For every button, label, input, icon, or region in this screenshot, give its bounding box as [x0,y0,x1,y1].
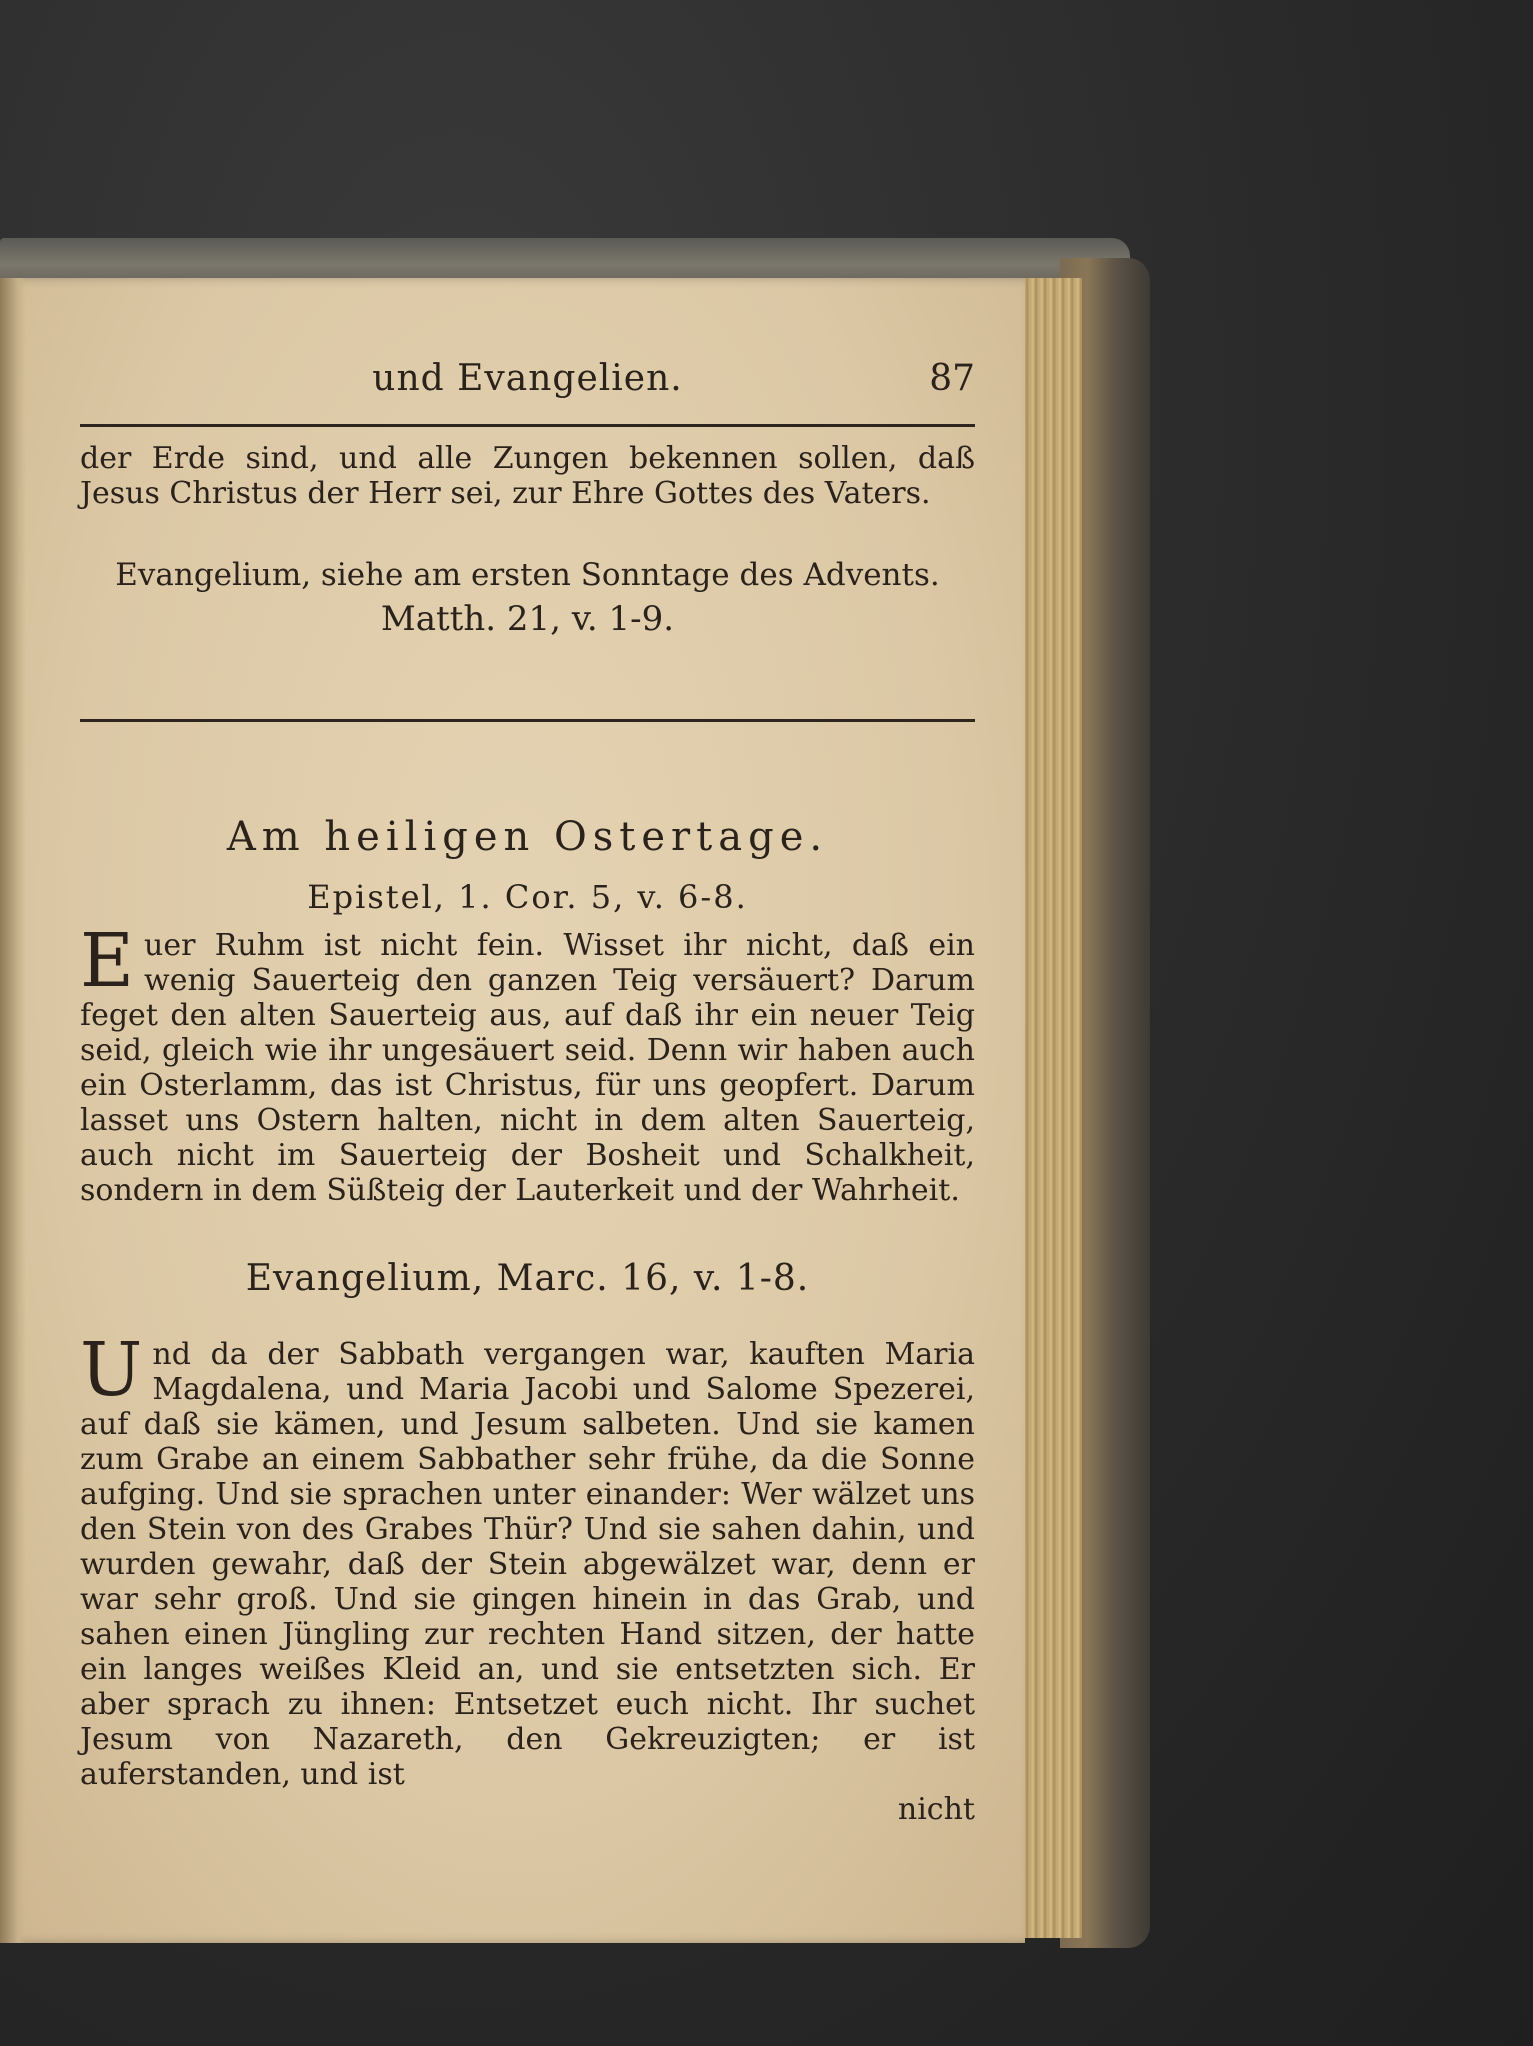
page-gutter [0,278,26,1943]
header-rule [80,424,975,427]
epistle-drop-cap: E [80,918,135,1004]
section-rule [80,719,975,722]
gospel-drop-cap: U [80,1327,143,1413]
epistle-text: uer Ruhm ist nicht fein. Wisset ihr nicht, daß ein wenig Sauerteig den ganzen Teig versäuert? Darum feget den alten Sauerteig aus, auf daß ihr ein neuer Teig seid, gleich wie ihr ungesäuert seid. Denn wir haben auch ein Osterlamm, das ist Christus, für uns geopfert. Darum lasset uns Ostern halten, nicht in dem alten Sauerteig, auch nicht im Sauerteig der Bosheit und Schalkheit, sondern in dem Süßteig der Lauterkeit und der Wahrheit. [80,928,975,1208]
open-book [0,238,1150,1958]
running-title: und Evangelien. [372,358,683,399]
continuation-paragraph: der Erde sind, und alle Zungen bekennen sollen, daß Jesus Christus der Herr sei, zur Ehre Gottes des Vaters. [80,441,975,511]
gospel-text: nd da der Sabbath vergangen war, kauften Maria Magdalena, und Maria Jacobi und Salome Spezerei, auf daß sie kämen, und Jesum salbeten. Und sie kamen zum Grabe an einem Sabbather sehr frühe, da die Sonne aufging. Und sie sprachen unter einander: Wer wälzet uns den Stein von des Grabes Thür? Und sie sahen dahin, und wurden gewahr, daß der Stein abgewälzet war, denn er war sehr groß. Und sie gingen hinein in das Grab, und sahen einen Jüngling zur rechten Hand sitzen, der hatte ein langes weißes Kleid an, und sie entsetzten sich. Er aber sprach zu ihnen: Entsetzet euch nicht. Ihr suchet Jesum von Nazareth, den Gekreuzigten; er ist auferstanden, und ist [80,1337,975,1792]
epistle-paragraph [80,918,975,1208]
gospel-reference-line: Evangelium, siehe am ersten Sonntage des Advents. [115,557,940,593]
catchword: nicht [897,1792,975,1827]
feast-title: Am heiligen Ostertage. [226,814,829,860]
book-page [0,278,1025,1943]
gospel-reference-citation: Matth. 21, v. 1-9. [380,599,675,639]
gospel-heading: Evangelium, Marc. 16, v. 1-8. [245,1258,810,1299]
book-cover-top [0,238,1130,282]
epistle-heading: Epistel, 1. Cor. 5, v. 6-8. [307,878,748,916]
gospel-paragraph [80,1327,975,1792]
page-number: 87 [929,358,975,399]
page-header [80,358,975,412]
text-block [80,358,975,1827]
